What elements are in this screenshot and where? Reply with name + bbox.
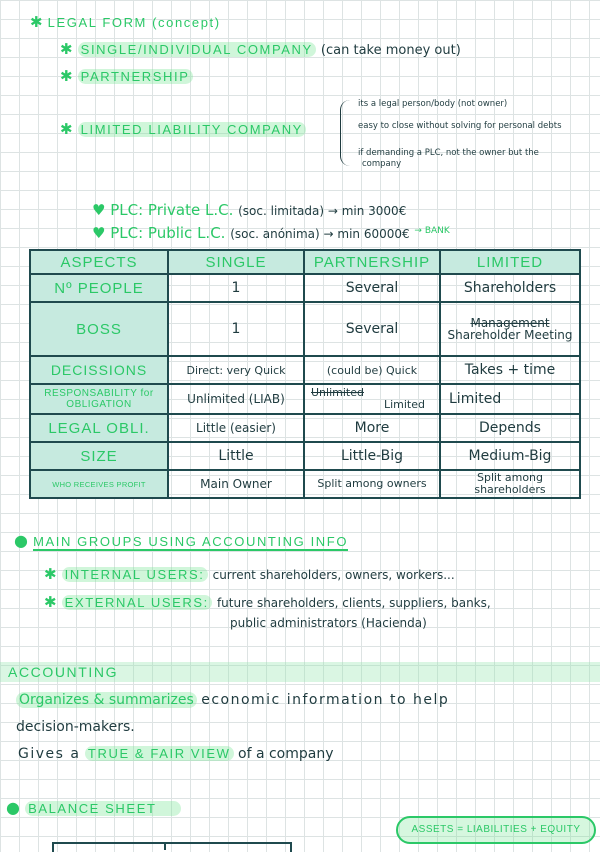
dot-bullet-icon: ● [14,531,28,550]
cell-partnership: Several [304,274,440,302]
accounting-line-1 [16,692,449,708]
star-bullet-icon: ✱ [44,565,57,583]
cell-partnership: Split among owners [304,470,440,498]
cell-single: Little (easier) [168,414,304,442]
llc-line [60,119,306,138]
star-bullet-icon: ✱ [60,67,73,85]
cell-partnership: Several [304,302,440,356]
cell-partnership-top: Unlimited [311,386,364,399]
row-aspect: DECISSIONS [30,356,168,384]
table-row [30,414,580,442]
table-row [30,274,580,302]
plc-private-label: ♥ PLC: Private L.C. [92,201,234,219]
balance-table-edge [52,842,292,852]
partnership-label: PARTNERSHIP [78,69,193,84]
cell-limited: Medium-Big [440,442,580,470]
accounting-highlight-1: Organizes & summarizes [16,692,197,708]
internal-users-text: current shareholders, owners, workers... [212,568,455,582]
table-row [30,302,580,356]
header-partnership: PARTNERSHIP [304,250,440,274]
external-users-text: future shareholders, clients, suppliers, banks, [216,596,491,610]
accounting-line-1-rest: economic information to help [201,692,450,708]
row-aspect: SIZE [30,442,168,470]
cell-partnership: Little-Big [304,442,440,470]
cell-limited [440,302,580,356]
star-bullet-icon: ✱ [60,120,73,138]
accounting-line-3 [18,746,334,762]
balance-equation: ASSETS = LIABILITIES + EQUITY [396,816,596,844]
legal-form-title: LEGAL FORM [47,15,147,30]
curly-brace [340,100,353,166]
balance-heading [6,798,181,817]
single-company-note: (can take money out) [320,43,461,58]
row-aspect: Nº PEOPLE [30,274,168,302]
table-row [30,442,580,470]
accounting-line-3-a: Gives a [18,746,81,762]
star-bullet-icon: ✱ [44,593,57,611]
plc-public-note: (soc. anónima) → min 60000€ [230,227,410,241]
plc-public-label: ♥ PLC: Public L.C. [92,224,226,242]
partnership-line [60,66,193,85]
cell-limited-bottom: Shareholder Meeting [447,328,573,342]
external-users-text-2: public administrators (Hacienda) [230,616,427,630]
accounting-title: ACCOUNTING [8,664,119,680]
star-bullet-icon: ✱ [30,13,43,31]
plc-private-line [92,201,406,219]
cell-single: 1 [168,302,304,356]
cell-single: Little [168,442,304,470]
cell-partnership: (could be) Quick [304,356,440,384]
llc-note-1: its a legal person/body (not owner) [358,99,508,109]
row-aspect: LEGAL OBLI. [30,414,168,442]
table-row [30,356,580,384]
cell-limited: Split among shareholders [440,470,580,498]
cell-limited: Takes + time [440,356,580,384]
legal-form-title-suffix: (concept) [152,15,221,30]
llc-label: LIMITED LIABILITY COMPANY [78,122,306,137]
cell-single: Main Owner [168,470,304,498]
cell-limited: Limited [440,384,580,414]
cell-partnership: More [304,414,440,442]
cell-single: Direct: very Quick [168,356,304,384]
cell-single: Unlimited (LIAB) [168,384,304,414]
header-limited: LIMITED [440,250,580,274]
balance-title: BALANCE SHEET [25,801,180,816]
row-aspect: RESPONSABILITY for OBLIGATION [30,384,168,414]
external-users-line [44,592,491,611]
row-aspect: BOSS [30,302,168,356]
single-company-label: SINGLE/INDIVIDUAL COMPANY [78,42,316,57]
balance-table-divider [164,842,166,850]
cell-limited: Shareholders [440,274,580,302]
external-users-label: EXTERNAL USERS: [62,595,212,610]
accounting-line-2: decision-makers. [16,719,135,735]
header-single: SINGLE [168,250,304,274]
plc-public-line [92,224,450,242]
llc-note-2: easy to close without solving for personal debts [358,121,562,131]
table-row [30,470,580,498]
groups-heading [14,531,348,550]
cell-single: 1 [168,274,304,302]
llc-note-4: company [362,159,402,169]
groups-title: MAIN GROUPS USING ACCOUNTING INFO [33,534,349,549]
cell-partnership [304,384,440,414]
cell-limited-top: Management [470,316,550,330]
bank-note: → BANK [414,226,450,236]
llc-note-3: if demanding a PLC, not the owner but the [358,148,539,158]
dot-bullet-icon: ● [6,798,20,817]
row-aspect: WHO RECEIVES PROFIT [30,470,168,498]
internal-users-line [44,564,455,583]
aspects-table [29,249,581,499]
plc-private-note: (soc. limitada) → min 3000€ [238,204,407,218]
header-aspects: ASPECTS [30,250,168,274]
cell-limited: Depends [440,414,580,442]
internal-users-label: INTERNAL USERS: [62,567,208,582]
star-bullet-icon: ✱ [60,40,73,58]
accounting-highlight-2: TRUE & FAIR VIEW [85,746,234,761]
table-header-row [30,250,580,274]
table-row [30,384,580,414]
accounting-line-3-b: of a company [238,746,334,762]
cell-partnership-bottom: Limited [383,398,425,411]
legal-form-heading [30,12,221,31]
single-company-line [60,39,461,58]
